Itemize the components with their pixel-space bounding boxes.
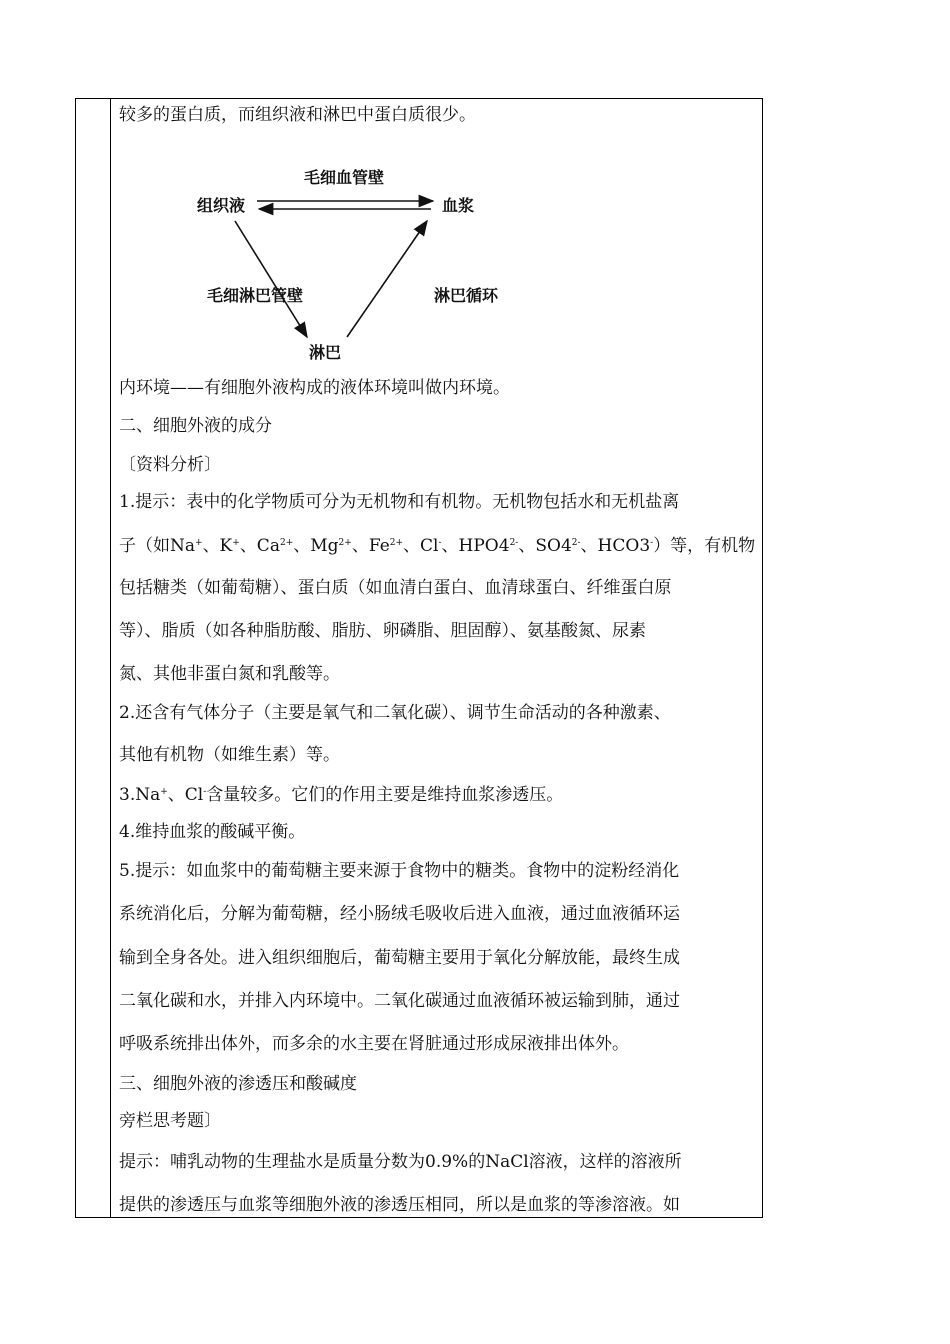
text-line: 等）、脂质（如各种脂肪酸、脂肪、卵磷脂、胆固醇）、氨基酸氮、尿素: [119, 621, 646, 641]
text-line: 系统消化后，分解为葡萄糖，经小肠绒毛吸收后进入血液，通过血液循环运: [119, 904, 680, 924]
text-line: 其他有机物（如维生素）等。: [119, 745, 340, 765]
body-fluid-diagram: [197, 161, 527, 371]
node-tissue-fluid: 组织液: [197, 196, 246, 215]
edge-label-lymph-circulation: 淋巴循环: [434, 286, 499, 305]
text-line: 二氧化碳和水，并排入内环境中。二氧化碳通过血液循环被运输到肺，通过: [119, 991, 680, 1011]
text-line: 2.还含有气体分子（主要是氧气和二氧化碳）、调节生命活动的各种激素、: [119, 703, 671, 723]
arrow-tissue-to-lymph: [235, 221, 307, 337]
text-line: 5.提示：如血浆中的葡萄糖主要来源于食物中的糖类。食物中的淀粉经消化: [119, 861, 680, 881]
text-line: 输到全身各处。进入组织细胞后，葡萄糖主要用于氧化分解放能，最终生成: [119, 948, 680, 968]
table-left-column: [76, 99, 111, 1217]
ions-line: 子（如Na+、K+、$Ca^{2+}$、$Mg^{2+}$、$Fe^{2+}$、Cl-、$HPO4^{2-}$、$SO4^{2-}$、HCO3-）等，有机物: [119, 536, 756, 556]
text-line: 旁栏思考题〕: [119, 1111, 221, 1131]
node-lymph: 淋巴: [309, 343, 342, 362]
section-heading: 三、细胞外液的渗透压和酸碱度: [119, 1074, 357, 1094]
text-line: 包括糖类（如葡萄糖）、蛋白质（如血清白蛋白、血清球蛋白、纤维蛋白原: [119, 578, 672, 598]
node-plasma: 血浆: [442, 196, 475, 215]
arrow-lymph-to-plasma: [347, 221, 427, 337]
text-line: 提示：哺乳动物的生理盐水是质量分数为0.9%的NaCl溶液，这样的溶液所: [119, 1152, 682, 1172]
na-cl-line: 3.Na+、Cl-含量较多。它们的作用主要是维持血浆渗透压。: [119, 785, 564, 805]
text-line: 内环境——有细胞外液构成的液体环境叫做内环境。: [119, 378, 510, 398]
table-frame: [75, 98, 763, 1218]
text-line: 较多的蛋白质，而组织液和淋巴中蛋白质很少。: [119, 105, 476, 125]
text-line: 4.维持血浆的酸碱平衡。: [119, 822, 306, 842]
section-heading: 二、细胞外液的成分: [119, 416, 272, 436]
edge-label-capillary-wall: 毛细血管壁: [304, 168, 385, 187]
edge-label-lymph-capillary-wall: 毛细淋巴管壁: [207, 286, 304, 305]
text-line: 〔资料分析〕: [119, 455, 221, 475]
text-line: 1.提示：表中的化学物质可分为无机物和有机物。无机物包括水和无机盐离: [119, 492, 680, 512]
text-line: 氮、其他非蛋白氮和乳酸等。: [119, 664, 340, 684]
text-line: 呼吸系统排出体外，而多余的水主要在肾脏通过形成尿液排出体外。: [119, 1034, 629, 1054]
text-line: 提供的渗透压与血浆等细胞外液的渗透压相同，所以是血浆的等渗溶液。如: [119, 1195, 680, 1215]
